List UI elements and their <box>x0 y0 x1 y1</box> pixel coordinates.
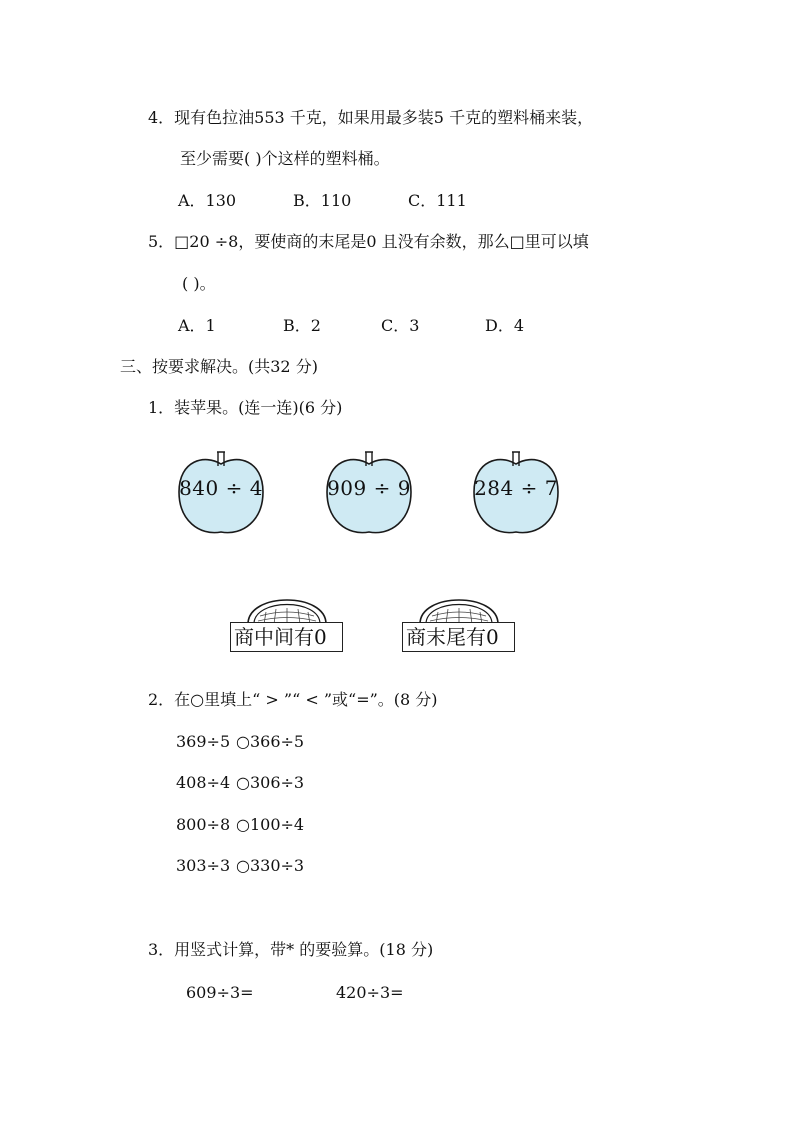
q4-line1: 4．现有色拉油553 千克，如果用最多装5 千克的塑料桶来装， <box>148 108 594 127</box>
apple-1-label: 840 ÷ 4 <box>179 476 263 500</box>
sub3-title: 3．用竖式计算，带* 的要验算。(18 分) <box>148 940 434 959</box>
q5-option-d[interactable]: D．4 <box>485 316 525 335</box>
compare-row-2-left: 408÷4 <box>176 773 231 792</box>
compare-row-3-left: 800÷8 <box>176 815 231 834</box>
q5-option-a[interactable]: A．1 <box>178 316 216 335</box>
compare-row-1-left: 369÷5 <box>176 732 231 751</box>
apple-2-label: 909 ÷ 9 <box>327 476 411 500</box>
basket-2-label: 商末尾有0 <box>402 622 515 652</box>
sub1-title: 1．装苹果。(连一连)(6 分) <box>148 398 343 417</box>
q5-option-c[interactable]: C．3 <box>381 316 420 335</box>
compare-row-4-right[interactable]: ○330÷3 <box>236 856 305 875</box>
section3-heading: 三、按要求解决。(共32 分) <box>120 357 318 376</box>
q4-option-a[interactable]: A．130 <box>178 191 237 210</box>
q5-option-b[interactable]: B．2 <box>283 316 321 335</box>
basket-icon <box>402 586 516 626</box>
q5-line2: ( )。 <box>182 274 216 293</box>
apple-3-label: 284 ÷ 7 <box>474 476 558 500</box>
apple-3[interactable] <box>470 448 562 538</box>
q4-option-b[interactable]: B．110 <box>293 191 352 210</box>
q4-option-c[interactable]: C．111 <box>408 191 467 210</box>
sub2-title: 2．在○里填上“ > ”“ < ”或“=”。(8 分) <box>148 690 438 709</box>
q5-line1: 5．□20 ÷8，要使商的末尾是0 且没有余数，那么□里可以填 <box>148 232 589 251</box>
q4-line2: 至少需要( )个这样的塑料桶。 <box>180 149 390 168</box>
apple-1[interactable] <box>175 448 267 538</box>
problem-2: 420÷3= <box>336 983 404 1002</box>
basket-icon <box>230 586 344 626</box>
compare-row-1-right[interactable]: ○366÷5 <box>236 732 305 751</box>
basket-2[interactable] <box>402 586 516 662</box>
problem-1: 609÷3= <box>186 983 254 1002</box>
compare-row-2-right[interactable]: ○306÷3 <box>236 773 305 792</box>
basket-1[interactable] <box>230 586 344 662</box>
compare-row-4-left: 303÷3 <box>176 856 231 875</box>
basket-1-label: 商中间有0 <box>230 622 343 652</box>
apple-2[interactable] <box>323 448 415 538</box>
compare-row-3-right[interactable]: ○100÷4 <box>236 815 305 834</box>
